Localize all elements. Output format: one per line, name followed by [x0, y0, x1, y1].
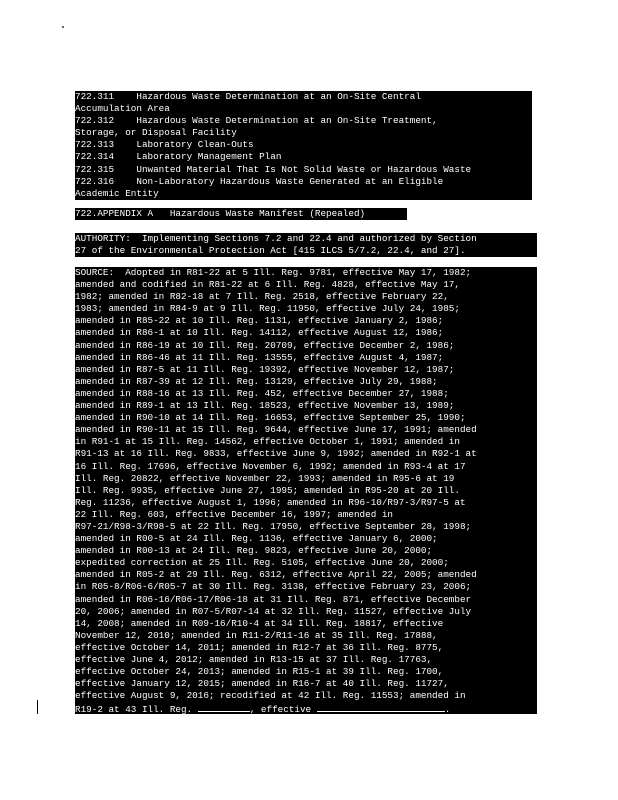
- register-page-blank: [198, 702, 250, 712]
- source-line: amended in R89-1 at 13 Ill. Reg. 18523, effective November 13, 1989;: [75, 400, 455, 412]
- source-line: amended in R86-46 at 11 Ill. Reg. 13555, effective August 4, 1987;: [75, 351, 444, 363]
- source-final-middle: , effective: [249, 704, 317, 715]
- source-final-suffix: .: [444, 704, 451, 715]
- authority-line: 27 of the Environmental Protection Act [415 ILCS 5/7.2, 22.4, and 27].: [75, 245, 466, 257]
- source-line: 14, 2008; amended in R09-16/R10-4 at 34 Ill. Reg. 18817, effective: [75, 617, 444, 629]
- source-line: amended and codified in R81-22 at 6 Ill. Reg. 4828, effective May 17,: [75, 279, 460, 291]
- section-list-line: Academic Entity: [75, 187, 159, 199]
- source-line: effective January 12, 2015; amended in R16-7 at 40 Ill. Reg. 11727,: [75, 678, 449, 690]
- source-line: amended in R88-16 at 13 Ill. Reg. 452, effective December 27, 1988;: [75, 387, 449, 399]
- source-line: 22 Ill. Reg. 603, effective December 16, 1997; amended in: [75, 508, 394, 520]
- effective-date-blank: [317, 702, 445, 712]
- authority-line: AUTHORITY: Implementing Sections 7.2 and 22.4 and authorized by Section: [75, 233, 477, 244]
- source-line: 1983; amended in R84-9 at 9 Ill. Reg. 11950, effective July 24, 1985;: [75, 303, 460, 315]
- source-line: amended in R87-39 at 12 Ill. Reg. 13129, effective July 29, 1988;: [75, 375, 438, 387]
- source-line: amended in R86-19 at 10 Ill. Reg. 20709, effective December 2, 1986;: [75, 339, 455, 351]
- source-line: 16 Ill. Reg. 17696, effective November 6, 1992; amended in R93-4 at 17: [75, 460, 466, 472]
- source-line: in R05-8/R06-6/R05-7 at 30 Ill. Reg. 3138, effective February 23, 2006;: [75, 581, 472, 593]
- scan-speck: [62, 26, 64, 28]
- source-line: November 12, 2010; amended in R11-2/R11-16 at 35 Ill. Reg. 17888,: [75, 629, 438, 641]
- source-line: amended in R00-5 at 24 Ill. Reg. 1136, effective January 6, 2000;: [75, 533, 438, 545]
- source-line: Ill. Reg. 20822, effective November 22, 1993; amended in R95-6 at 19: [75, 472, 455, 484]
- source-line: amended in R00-13 at 24 Ill. Reg. 9823, effective June 20, 2000;: [75, 545, 433, 557]
- source-line: expedited correction at 25 Ill. Reg. 5105, effective June 20, 2000;: [75, 557, 449, 569]
- section-list-line: Accumulation Area: [75, 103, 170, 115]
- source-line: amended in R85-22 at 10 Ill. Reg. 1131, effective January 2, 1986;: [75, 315, 444, 327]
- section-list-line: 722.314 Laboratory Management Plan: [75, 151, 282, 163]
- section-list-line: 722.316 Non-Laboratory Hazardous Waste Generated at an Eligible: [75, 175, 444, 187]
- source-line: amended in R90-11 at 15 Ill. Reg. 9644, effective June 17, 1991; amended: [75, 424, 477, 436]
- source-line: effective October 14, 2011; amended in R12-7 at 36 Ill. Reg. 8775,: [75, 641, 444, 653]
- source-line: amended in R86-1 at 10 Ill. Reg. 14112, effective August 12, 1986;: [75, 327, 444, 339]
- source-final-prefix: R19-2 at 43 Ill. Reg.: [75, 704, 198, 715]
- source-final-line: [75, 702, 537, 714]
- source-line: effective June 4, 2012; amended in R13-15 at 37 Ill. Reg. 17763,: [75, 654, 433, 665]
- appendix-heading: [75, 208, 407, 220]
- section-list-line: 722.315 Unwanted Material That Is Not Solid Waste or Hazardous Waste: [75, 163, 472, 175]
- section-table-of-contents: [75, 91, 532, 200]
- source-line: R91-13 at 16 Ill. Reg. 9833, effective June 9, 1992; amended in R92-1 at: [75, 448, 477, 460]
- section-list-line: 722.311 Hazardous Waste Determination at an On-Site Central: [75, 91, 421, 102]
- source-line: SOURCE: Adopted in R81-22 at 5 Ill. Reg. 9781, effective May 17, 1982;: [75, 267, 472, 278]
- authority-note: [75, 233, 537, 257]
- source-line: effective October 24, 2013; amended in R15-1 at 39 Ill. Reg. 1700,: [75, 666, 444, 678]
- source-line: in R91-1 at 15 Ill. Reg. 14562, effective October 1, 1991; amended in: [75, 436, 460, 448]
- source-line: 1982; amended in R82-18 at 7 Ill. Reg. 2518, effective February 22,: [75, 291, 449, 303]
- source-line: effective August 9, 2016; recodified at 42 Ill. Reg. 11553; amended in: [75, 690, 466, 702]
- source-line: amended in R06-16/R06-17/R06-18 at 31 Ill. Reg. 871, effective December: [75, 593, 472, 605]
- source-note: [75, 267, 537, 714]
- section-list-line: 722.312 Hazardous Waste Determination at an On-Site Treatment,: [75, 115, 438, 127]
- appendix-line: 722.APPENDIX A Hazardous Waste Manifest (Repealed): [75, 208, 366, 219]
- source-line: amended in R05-2 at 29 Ill. Reg. 6312, effective April 22, 2005; amended: [75, 569, 477, 581]
- section-list-line: Storage, or Disposal Facility: [75, 127, 237, 139]
- source-line: amended in R90-10 at 14 Ill. Reg. 16653, effective September 25, 1990;: [75, 412, 466, 424]
- source-line: Ill. Reg. 9935, effective June 27, 1995; amended in R95-20 at 20 Ill.: [75, 484, 460, 496]
- source-line: amended in R87-5 at 11 Ill. Reg. 19392, effective November 12, 1987;: [75, 363, 455, 375]
- change-bar: [37, 700, 38, 714]
- source-line: 20, 2006; amended in R07-5/R07-14 at 32 Ill. Reg. 11527, effective July: [75, 605, 472, 617]
- source-line: R97-21/R98-3/R98-5 at 22 Ill. Reg. 17950, effective September 28, 1998;: [75, 520, 472, 532]
- source-line: Reg. 11236, effective August 1, 1996; amended in R96-10/R97-3/R97-5 at: [75, 496, 466, 508]
- section-list-line: 722.313 Laboratory Clean-Outs: [75, 139, 254, 151]
